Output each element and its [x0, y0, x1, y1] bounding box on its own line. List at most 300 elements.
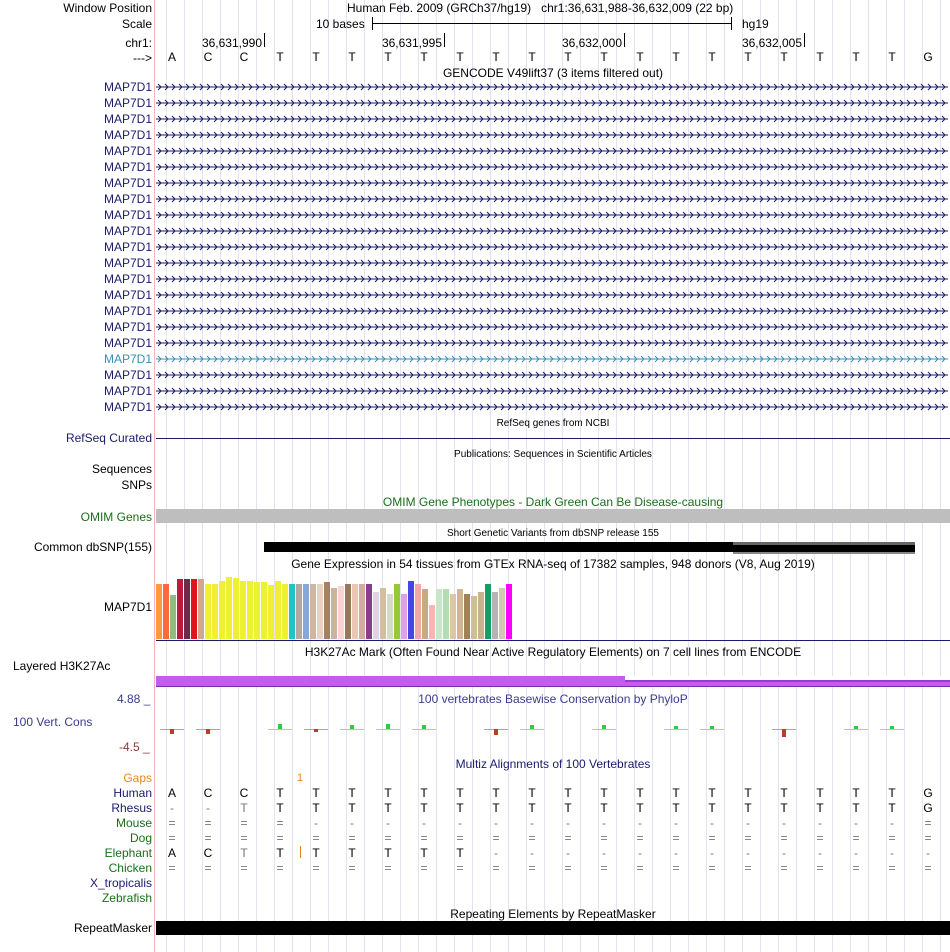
- position-label: 36,631,990: [201, 36, 262, 50]
- gencode-gene-label[interactable]: MAP7D1: [103, 352, 152, 366]
- scale-assembly: hg19: [742, 17, 769, 31]
- reference-base[interactable]: A: [167, 50, 176, 64]
- gencode-transcript[interactable]: [156, 160, 948, 174]
- conservation-baseline-segment: [268, 729, 292, 730]
- scale-bar-start-tick: [372, 17, 373, 30]
- gtex-tissue-bar[interactable]: [352, 584, 358, 639]
- h3k27ac-track-label[interactable]: Layered H3K27Ac: [13, 659, 111, 673]
- gencode-transcript[interactable]: [156, 288, 948, 302]
- multiz-aligned-base: -: [854, 846, 858, 860]
- window-position-value: Human Feb. 2009 (GRCh37/hg19) chr1:36,631,988-36,632,009 (22 bp): [347, 1, 734, 15]
- multiz-aligned-base: T: [816, 801, 824, 815]
- gencode-gene-label[interactable]: MAP7D1: [103, 144, 152, 158]
- multiz-aligned-base: T: [456, 846, 464, 860]
- reference-base[interactable]: T: [672, 50, 680, 64]
- gencode-gene-label[interactable]: MAP7D1: [103, 176, 152, 190]
- gencode-gene-label[interactable]: MAP7D1: [103, 224, 152, 238]
- publications-sequences-label[interactable]: Sequences: [91, 462, 152, 476]
- multiz-aligned-base: -: [746, 846, 750, 860]
- gencode-transcript[interactable]: [156, 368, 948, 382]
- gtex-tissue-bar[interactable]: [464, 594, 470, 639]
- conservation-baseline-segment: [412, 729, 436, 730]
- gtex-tissue-bar[interactable]: [429, 605, 435, 639]
- gtex-tissue-bar[interactable]: [268, 585, 274, 639]
- scale-label: Scale: [121, 17, 152, 31]
- multiz-aligned-base: T: [816, 786, 824, 800]
- gencode-transcript[interactable]: [156, 208, 948, 222]
- multiz-aligned-base: =: [780, 861, 788, 875]
- position-label: 36,632,000: [561, 36, 622, 50]
- gencode-transcript[interactable]: [156, 240, 948, 254]
- multiz-aligned-base: G: [923, 801, 933, 815]
- multiz-aligned-base: -: [386, 816, 390, 830]
- conservation-track-title[interactable]: 100 vertebrates Basewise Conservation by PhyloP: [418, 692, 688, 706]
- multiz-aligned-base: T: [672, 786, 680, 800]
- reference-base[interactable]: T: [636, 50, 644, 64]
- grid-line: [292, 0, 293, 952]
- gencode-gene-label[interactable]: MAP7D1: [103, 304, 152, 318]
- multiz-aligned-base: T: [600, 801, 608, 815]
- gencode-gene-label[interactable]: MAP7D1: [103, 208, 152, 222]
- multiz-aligned-base: T: [492, 801, 500, 815]
- gencode-transcript[interactable]: [156, 144, 948, 158]
- gtex-track-title[interactable]: Gene Expression in 54 tissues from GTEx RNA-seq of 17382 samples, 948 donors (V8, Aug 2019): [291, 557, 815, 571]
- grid-line: [184, 0, 185, 952]
- reference-base[interactable]: T: [348, 50, 356, 64]
- position-tick: [624, 33, 625, 47]
- reference-base[interactable]: T: [564, 50, 572, 64]
- multiz-aligned-base: -: [818, 816, 822, 830]
- multiz-aligned-base: -: [530, 816, 534, 830]
- gencode-gene-label[interactable]: MAP7D1: [103, 320, 152, 334]
- gtex-tissue-bar[interactable]: [443, 589, 449, 639]
- gtex-tissue-bar[interactable]: [380, 588, 386, 639]
- gencode-gene-label[interactable]: MAP7D1: [103, 368, 152, 382]
- reference-base[interactable]: T: [456, 50, 464, 64]
- multiz-aligned-base: =: [888, 831, 896, 845]
- multiz-aligned-base: C: [239, 786, 249, 800]
- dbsnp-variant-bar-shadow: [733, 552, 915, 554]
- multiz-aligned-base: -: [530, 846, 534, 860]
- multiz-aligned-base: T: [852, 786, 860, 800]
- multiz-aligned-base: A: [167, 786, 176, 800]
- gtex-tissue-bar[interactable]: [345, 584, 351, 639]
- gtex-tissue-bar[interactable]: [303, 584, 309, 639]
- reference-base[interactable]: C: [203, 50, 213, 64]
- gencode-gene-label[interactable]: MAP7D1: [103, 240, 152, 254]
- gtex-tissue-bar[interactable]: [163, 584, 169, 639]
- gtex-tissue-bar[interactable]: [499, 588, 505, 639]
- multiz-aligned-base: C: [203, 846, 213, 860]
- multiz-aligned-base: -: [638, 846, 642, 860]
- multiz-aligned-base: T: [240, 801, 248, 815]
- gencode-transcript[interactable]: [156, 176, 948, 190]
- multiz-species-label[interactable]: Mouse: [115, 816, 152, 830]
- multiz-aligned-base: -: [890, 846, 894, 860]
- gencode-transcript[interactable]: [156, 320, 948, 334]
- multiz-aligned-base: =: [456, 861, 464, 875]
- gtex-tissue-bar[interactable]: [506, 584, 512, 639]
- gtex-tissue-bar[interactable]: [373, 592, 379, 639]
- gtex-tissue-bar[interactable]: [289, 584, 295, 639]
- reference-base[interactable]: T: [384, 50, 392, 64]
- multiz-aligned-base: =: [384, 861, 392, 875]
- grid-line: [436, 0, 437, 952]
- gtex-tissue-bar[interactable]: [261, 582, 267, 639]
- multiz-aligned-base: =: [636, 861, 644, 875]
- conservation-score-bar[interactable]: [422, 725, 426, 729]
- multiz-aligned-base: =: [528, 861, 536, 875]
- conservation-min-label: -4.5 _: [119, 740, 150, 754]
- multiz-aligned-base: T: [240, 846, 248, 860]
- grid-line: [868, 0, 869, 952]
- gencode-gene-label[interactable]: MAP7D1: [103, 288, 152, 302]
- gtex-tissue-bar[interactable]: [324, 582, 330, 639]
- multiz-aligned-base: T: [780, 801, 788, 815]
- multiz-aligned-base: =: [744, 861, 752, 875]
- gtex-tissue-bar[interactable]: [310, 584, 316, 639]
- multiz-species-label[interactable]: Human: [113, 786, 152, 800]
- multiz-aligned-base: T: [744, 801, 752, 815]
- gencode-transcript[interactable]: [156, 400, 948, 414]
- gtex-tissue-bar[interactable]: [471, 596, 477, 639]
- gencode-transcript[interactable]: [156, 336, 948, 350]
- conservation-score-bar[interactable]: [350, 725, 354, 729]
- gtex-tissue-bar[interactable]: [282, 584, 288, 639]
- conservation-score-bar[interactable]: [386, 724, 390, 729]
- multiz-species-label[interactable]: Zebrafish: [101, 891, 152, 905]
- multiz-aligned-base: T: [384, 786, 392, 800]
- multiz-aligned-base: =: [276, 861, 284, 875]
- multiz-aligned-base: T: [888, 801, 896, 815]
- multiz-aligned-base: =: [564, 831, 572, 845]
- grid-line: [472, 0, 473, 952]
- multiz-aligned-base: T: [780, 786, 788, 800]
- gencode-transcript[interactable]: [156, 128, 948, 142]
- gencode-gene-label[interactable]: MAP7D1: [103, 256, 152, 270]
- scale-bar-end-tick: [731, 17, 732, 30]
- gencode-gene-label[interactable]: MAP7D1: [103, 96, 152, 110]
- gtex-tissue-bar[interactable]: [317, 584, 323, 639]
- multiz-aligned-base: T: [312, 801, 320, 815]
- multiz-aligned-base: =: [204, 816, 212, 830]
- multiz-aligned-base: T: [420, 786, 428, 800]
- reference-base[interactable]: T: [312, 50, 320, 64]
- reference-base[interactable]: T: [528, 50, 536, 64]
- dbsnp-variant-bar-overlap[interactable]: [733, 542, 915, 545]
- multiz-aligned-base: =: [492, 831, 500, 845]
- multiz-aligned-base: -: [674, 816, 678, 830]
- reference-base[interactable]: T: [852, 50, 860, 64]
- gencode-gene-label[interactable]: MAP7D1: [103, 112, 152, 126]
- conservation-score-bar[interactable]: [674, 726, 678, 729]
- multiz-aligned-base: =: [312, 831, 320, 845]
- multiz-aligned-base: =: [168, 816, 176, 830]
- omim-gene-bar[interactable]: [156, 509, 950, 523]
- multiz-aligned-base: -: [746, 816, 750, 830]
- reference-base[interactable]: T: [276, 50, 284, 64]
- multiz-aligned-base: T: [888, 786, 896, 800]
- refseq-track-label[interactable]: RefSeq Curated: [65, 431, 152, 445]
- gtex-tissue-bar[interactable]: [359, 584, 365, 639]
- dbsnp-track-title[interactable]: Short Genetic Variants from dbSNP release 155: [447, 528, 659, 539]
- gencode-gene-label[interactable]: MAP7D1: [103, 192, 152, 206]
- multiz-aligned-base: -: [674, 846, 678, 860]
- gtex-tissue-bar[interactable]: [450, 594, 456, 639]
- multiz-species-label[interactable]: Rhesus: [111, 801, 152, 815]
- conservation-score-bar[interactable]: [710, 726, 714, 729]
- scale-bar: [372, 23, 731, 24]
- grid-line: [652, 0, 653, 952]
- conservation-score-bar[interactable]: [494, 729, 498, 735]
- multiz-aligned-base: =: [348, 861, 356, 875]
- multiz-aligned-base: =: [204, 831, 212, 845]
- reference-base[interactable]: T: [708, 50, 716, 64]
- multiz-aligned-base: T: [312, 786, 320, 800]
- multiz-species-label[interactable]: X_tropicalis: [89, 876, 152, 890]
- multiz-aligned-base: =: [168, 831, 176, 845]
- conservation-baseline-segment: [376, 729, 400, 730]
- grid-line: [688, 0, 689, 952]
- repeatmasker-track-label[interactable]: RepeatMasker: [73, 921, 152, 935]
- multiz-aligned-base: =: [672, 831, 680, 845]
- gtex-tissue-bar[interactable]: [296, 584, 302, 639]
- multiz-aligned-base: T: [456, 786, 464, 800]
- multiz-aligned-base: -: [710, 816, 714, 830]
- reference-base[interactable]: C: [239, 50, 249, 64]
- gtex-tissue-bar[interactable]: [240, 581, 246, 639]
- multiz-aligned-base: -: [854, 816, 858, 830]
- grid-line: [940, 0, 941, 952]
- grid-line: [364, 0, 365, 952]
- multiz-aligned-base: T: [636, 786, 644, 800]
- multiz-aligned-base: T: [636, 801, 644, 815]
- multiz-aligned-base: =: [852, 861, 860, 875]
- reference-base[interactable]: T: [600, 50, 608, 64]
- gencode-transcript[interactable]: [156, 304, 948, 318]
- multiz-aligned-base: -: [566, 846, 570, 860]
- chrom-label: chr1:: [125, 36, 152, 50]
- conservation-baseline-segment: [520, 729, 544, 730]
- reference-base[interactable]: T: [888, 50, 896, 64]
- position-label: 36,632,005: [741, 36, 802, 50]
- multiz-aligned-base: =: [348, 831, 356, 845]
- multiz-aligned-base: =: [276, 831, 284, 845]
- gtex-tissue-bar[interactable]: [338, 586, 344, 639]
- multiz-aligned-base: =: [600, 861, 608, 875]
- multiz-aligned-base: T: [348, 846, 356, 860]
- multiz-aligned-base: T: [276, 801, 284, 815]
- gtex-track-label[interactable]: MAP7D1: [103, 600, 152, 614]
- reference-base[interactable]: G: [923, 50, 933, 64]
- gtex-tissue-bar[interactable]: [436, 589, 442, 639]
- gencode-transcript[interactable]: [156, 112, 948, 126]
- multiz-aligned-base: =: [204, 861, 212, 875]
- conservation-baseline-segment: [592, 729, 616, 730]
- multiz-aligned-base: T: [420, 801, 428, 815]
- gencode-gene-label[interactable]: MAP7D1: [103, 336, 152, 350]
- multiz-aligned-base: =: [240, 831, 248, 845]
- gtex-tissue-bar[interactable]: [170, 595, 176, 639]
- multiz-aligned-base: -: [782, 846, 786, 860]
- multiz-aligned-base: T: [528, 786, 536, 800]
- multiz-aligned-base: -: [710, 846, 714, 860]
- conservation-baseline-segment: [844, 729, 868, 730]
- multiz-gaps-label[interactable]: Gaps: [123, 771, 152, 785]
- grid-line: [220, 0, 221, 952]
- gtex-tissue-bar[interactable]: [408, 581, 414, 639]
- gtex-tissue-bar[interactable]: [205, 584, 211, 639]
- strand-label: --->: [133, 51, 152, 65]
- gtex-tissue-bar[interactable]: [387, 594, 393, 639]
- multiz-aligned-base: =: [312, 861, 320, 875]
- multiz-aligned-base: T: [528, 801, 536, 815]
- dbsnp-track-label[interactable]: Common dbSNP(155): [33, 540, 152, 554]
- publications-snps-label[interactable]: SNPs: [121, 478, 152, 492]
- conservation-score-bar[interactable]: [170, 729, 174, 734]
- reference-base[interactable]: T: [816, 50, 824, 64]
- gencode-gene-label[interactable]: MAP7D1: [103, 272, 152, 286]
- conservation-baseline-segment: [664, 729, 688, 730]
- h3k27ac-track-title[interactable]: H3K27Ac Mark (Often Found Near Active Regulatory Elements) on 7 cell lines from ENCODE: [304, 645, 802, 659]
- multiz-aligned-base: T: [276, 846, 284, 860]
- sidebar-divider: [154, 0, 155, 952]
- gtex-tissue-bar[interactable]: [191, 579, 197, 639]
- gtex-tissue-bar[interactable]: [485, 584, 491, 639]
- gencode-transcript[interactable]: [156, 272, 948, 286]
- gencode-track-title[interactable]: GENCODE V49lift37 (3 items filtered out): [442, 66, 664, 80]
- reference-base[interactable]: T: [420, 50, 428, 64]
- gtex-tissue-bar[interactable]: [422, 589, 428, 639]
- multiz-aligned-base: T: [492, 786, 500, 800]
- h3k27ac-signal-edge: [625, 680, 950, 682]
- multiz-track-title[interactable]: Multiz Alignments of 100 Vertebrates: [455, 757, 651, 771]
- grid-line: [904, 0, 905, 952]
- multiz-aligned-base: T: [600, 786, 608, 800]
- omim-track-label[interactable]: OMIM Genes: [80, 510, 152, 524]
- reference-base[interactable]: T: [780, 50, 788, 64]
- conservation-score-bar[interactable]: [602, 725, 606, 729]
- gtex-tissue-bar[interactable]: [156, 584, 162, 639]
- gtex-tissue-bar[interactable]: [233, 578, 239, 639]
- gtex-tissue-bar[interactable]: [457, 589, 463, 639]
- gtex-tissue-bar[interactable]: [478, 592, 484, 639]
- gtex-tissue-bar[interactable]: [394, 584, 400, 639]
- multiz-aligned-base: =: [492, 861, 500, 875]
- gencode-transcript[interactable]: [156, 352, 948, 366]
- publications-track-title[interactable]: Publications: Sequences in Scientific Articles: [454, 449, 652, 460]
- conservation-track-label[interactable]: 100 Vert. Cons: [13, 715, 93, 729]
- gencode-transcript[interactable]: [156, 192, 948, 206]
- gtex-tissue-bar[interactable]: [219, 581, 225, 639]
- gtex-tissue-bar[interactable]: [177, 579, 183, 639]
- multiz-species-label[interactable]: Elephant: [104, 846, 152, 860]
- gencode-transcript[interactable]: [156, 384, 948, 398]
- conservation-score-bar[interactable]: [890, 726, 894, 729]
- multiz-aligned-base: T: [708, 786, 716, 800]
- multiz-aligned-base: T: [348, 786, 356, 800]
- multiz-aligned-base: =: [708, 831, 716, 845]
- multiz-aligned-base: =: [816, 861, 824, 875]
- multiz-aligned-base: T: [708, 801, 716, 815]
- multiz-aligned-base: =: [924, 861, 932, 875]
- gtex-tissue-bar[interactable]: [247, 581, 253, 639]
- conservation-score-bar[interactable]: [278, 724, 282, 729]
- gencode-transcript[interactable]: [156, 224, 948, 238]
- refseq-track-title[interactable]: RefSeq genes from NCBI: [496, 418, 610, 429]
- gtex-tissue-bar[interactable]: [198, 579, 204, 639]
- conservation-score-bar[interactable]: [314, 729, 318, 732]
- gtex-tissue-bar[interactable]: [254, 582, 260, 639]
- repeatmasker-track-title[interactable]: Repeating Elements by RepeatMasker: [450, 907, 656, 921]
- refseq-line[interactable]: [156, 438, 950, 439]
- multiz-aligned-base: -: [566, 816, 570, 830]
- h3k27ac-baseline: [156, 686, 950, 687]
- gtex-tissue-bar[interactable]: [366, 584, 372, 639]
- conservation-max-label: 4.88 _: [117, 692, 151, 706]
- multiz-aligned-base: -: [818, 846, 822, 860]
- conservation-baseline-segment: [340, 729, 364, 730]
- multiz-aligned-base: =: [564, 861, 572, 875]
- multiz-aligned-base: =: [420, 861, 428, 875]
- conservation-score-bar[interactable]: [854, 726, 858, 729]
- gtex-tissue-bar[interactable]: [415, 584, 421, 639]
- multiz-aligned-base: =: [528, 831, 536, 845]
- multiz-aligned-base: T: [456, 801, 464, 815]
- omim-track-title[interactable]: OMIM Gene Phenotypes - Dark Green Can Be Disease-causing: [382, 495, 724, 509]
- gtex-tissue-bar[interactable]: [331, 588, 337, 639]
- multiz-aligned-base: =: [168, 861, 176, 875]
- gencode-transcript[interactable]: [156, 80, 948, 94]
- conservation-baseline-segment: [700, 729, 724, 730]
- conservation-score-bar[interactable]: [530, 725, 534, 729]
- multiz-aligned-base: =: [888, 861, 896, 875]
- conservation-score-bar[interactable]: [206, 729, 210, 734]
- conservation-score-bar[interactable]: [782, 729, 786, 737]
- multiz-aligned-base: =: [420, 831, 428, 845]
- multiz-aligned-base: -: [602, 816, 606, 830]
- gencode-gene-label[interactable]: MAP7D1: [103, 400, 152, 414]
- gtex-tissue-bar[interactable]: [401, 594, 407, 639]
- gtex-tissue-bar[interactable]: [184, 579, 190, 639]
- reference-base[interactable]: T: [492, 50, 500, 64]
- gencode-gene-label[interactable]: MAP7D1: [103, 384, 152, 398]
- gencode-gene-label[interactable]: MAP7D1: [103, 128, 152, 142]
- multiz-species-label[interactable]: Dog: [129, 831, 152, 845]
- grid-line: [508, 0, 509, 952]
- multiz-aligned-base: T: [312, 846, 320, 860]
- gtex-tissue-bar[interactable]: [492, 592, 498, 639]
- multiz-aligned-base: =: [384, 831, 392, 845]
- multiz-species-label[interactable]: Chicken: [108, 861, 152, 875]
- multiz-aligned-base: =: [636, 831, 644, 845]
- gencode-gene-label[interactable]: MAP7D1: [103, 80, 152, 94]
- multiz-aligned-base: T: [744, 786, 752, 800]
- gtex-tissue-bar[interactable]: [275, 581, 281, 639]
- gtex-tissue-bar[interactable]: [226, 577, 232, 639]
- gtex-baseline: [156, 640, 950, 641]
- gencode-gene-label[interactable]: MAP7D1: [103, 160, 152, 174]
- repeatmasker-element[interactable]: [156, 921, 950, 935]
- gencode-transcript[interactable]: [156, 96, 948, 110]
- gencode-transcript[interactable]: [156, 256, 948, 270]
- reference-base[interactable]: T: [744, 50, 752, 64]
- multiz-aligned-base: -: [782, 816, 786, 830]
- scale-value: 10 bases: [316, 17, 365, 31]
- gtex-tissue-bar[interactable]: [212, 584, 218, 639]
- multiz-aligned-base: G: [923, 786, 933, 800]
- multiz-aligned-base: -: [206, 801, 210, 815]
